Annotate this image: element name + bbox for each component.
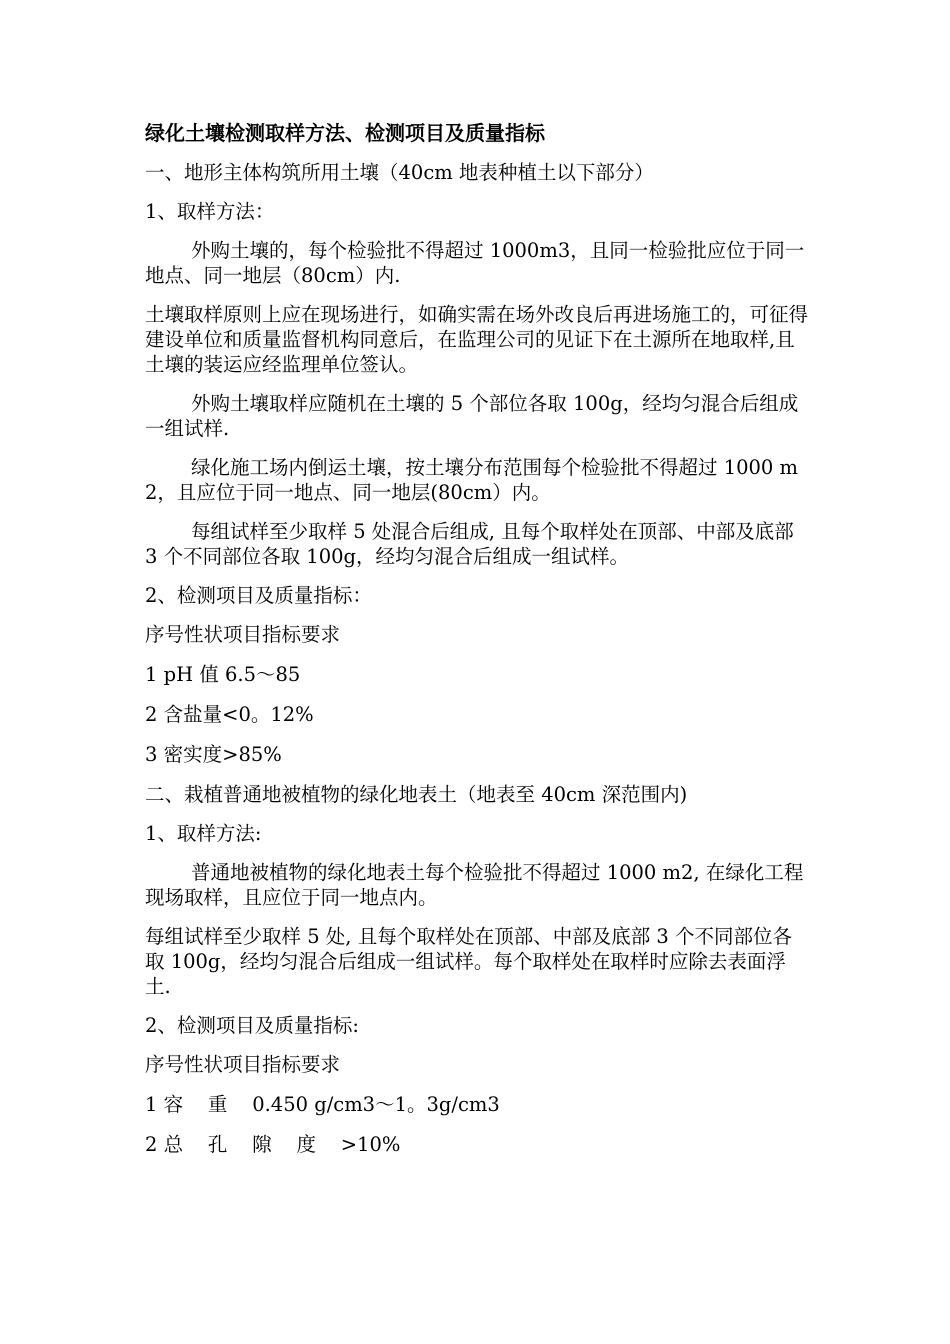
section2-paragraph: 普通地被植物的绿化地表土每个检验批不得超过 1000 m2, 在绿化工程现场取样，且应位于同一地点内。 [145, 861, 804, 909]
section1-table-row: 3 密实度>85% [145, 743, 282, 766]
section1-paragraph: 绿化施工场内倒运土壤，按土壤分布范围每个检验批不得超过 1000 m2，且应位于同一地点、同一地层(80cm）内。 [145, 456, 799, 504]
section1-table-row: 1 pH 值 6.5～85 [145, 663, 301, 686]
section1-table-row: 2 含盐量<0。12% [145, 703, 314, 726]
section2-table-row: 1 容 重 0.450 g/cm3～1。3g/cm3 [145, 1093, 500, 1116]
section2-paragraph: 每组试样至少取样 5 处, 且每个取样处在顶部、中部及底部 3 个不同部位各取 100g，经均匀混合后组成一组试样。每个取样处在取样时应除去表面浮土. [145, 925, 793, 998]
section1-testing-heading: 2、检测项目及质量指标： [145, 584, 372, 607]
section2-heading: 二、栽植普通地被植物的绿化地表土（地表至 40cm 深范围内) [145, 783, 688, 806]
document-title: 绿化土壤检测取样方法、检测项目及质量指标 [145, 121, 545, 145]
section1-paragraph: 每组试样至少取样 5 处混合后组成, 且每个取样处在顶部、中部及底部 3 个不同部位各取 100g，经均匀混合后组成一组试样。 [145, 520, 794, 568]
section1-paragraph: 外购土壤取样应随机在土壤的 5 个部位各取 100g，经均匀混合后组成一组试样. [145, 392, 799, 440]
section2-sampling-heading: 1、取样方法: [145, 822, 262, 845]
section2-testing-heading: 2、检测项目及质量指标: [145, 1014, 359, 1037]
section2-table-header: 序号性状项目指标要求 [145, 1053, 341, 1076]
section1-sampling-heading: 1、取样方法： [145, 200, 275, 223]
section1-table-header: 序号性状项目指标要求 [145, 623, 341, 646]
section1-heading: 一、地形主体构筑所用土壤（40cm 地表种植土以下部分） [145, 161, 654, 184]
section1-paragraph: 土壤取样原则上应在现场进行，如确实需在场外改良后再进场施工的，可征得建设单位和质量监督机构同意后，在监理公司的见证下在土源所在地取样,且土壤的装运应经监理单位签认。 [145, 303, 809, 376]
document-page [145, 120, 810, 1172]
section2-table-row: 2 总 孔 隙 度 >10% [145, 1133, 401, 1156]
section1-paragraph: 外购土壤的，每个检验批不得超过 1000m3，且同一检验批应位于同一地点、同一地层（80cm）内. [145, 239, 805, 287]
